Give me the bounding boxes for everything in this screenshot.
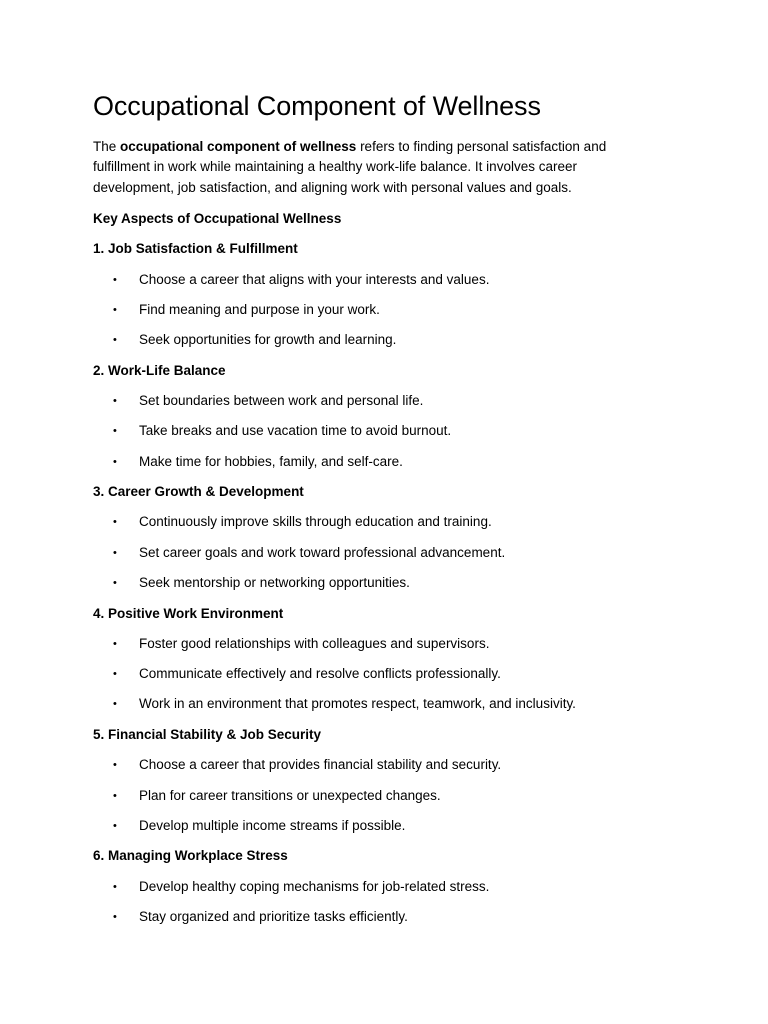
bullet-icon: • bbox=[113, 577, 117, 589]
section-heading: 6. Managing Workplace Stress bbox=[93, 848, 288, 863]
list-item-text: Stay organized and prioritize tasks efficiently. bbox=[139, 909, 408, 924]
key-aspects-heading: Key Aspects of Occupational Wellness bbox=[93, 211, 342, 226]
list-item bbox=[113, 271, 489, 289]
bullet-icon: • bbox=[113, 820, 117, 832]
list-item-text: Develop healthy coping mechanisms for job-related stress. bbox=[139, 879, 490, 894]
list-item bbox=[113, 392, 423, 410]
list-item bbox=[113, 908, 408, 926]
intro-rest: refers to finding personal satisfaction and fulfillment in work while maintaining a healthy work-life balance. It involves career development, job satisfaction, and aligning work with personal values and goals. bbox=[93, 139, 607, 195]
list-item bbox=[113, 635, 489, 653]
bullet-icon: • bbox=[113, 759, 117, 771]
bullet-icon: • bbox=[113, 547, 117, 559]
bullet-icon: • bbox=[113, 334, 117, 346]
list-item bbox=[113, 422, 451, 440]
bullet-icon: • bbox=[113, 881, 117, 893]
bullet-icon: • bbox=[113, 395, 117, 407]
list-item bbox=[113, 787, 441, 805]
section-heading: 5. Financial Stability & Job Security bbox=[93, 727, 322, 742]
list-item-text: Make time for hobbies, family, and self-care. bbox=[139, 454, 403, 469]
list-item-text: Take breaks and use vacation time to avoid burnout. bbox=[139, 423, 452, 438]
bullet-icon: • bbox=[113, 668, 117, 680]
section-heading: 3. Career Growth & Development bbox=[93, 484, 304, 499]
intro-prefix: The bbox=[93, 139, 121, 154]
list-item-text: Choose a career that provides financial stability and security. bbox=[139, 757, 502, 772]
list-item-text: Communicate effectively and resolve conflicts professionally. bbox=[139, 666, 501, 681]
list-item-text: Foster good relationships with colleagues and supervisors. bbox=[139, 636, 490, 651]
list-item-text: Set boundaries between work and personal life. bbox=[139, 393, 424, 408]
list-item-text: Set career goals and work toward professional advancement. bbox=[139, 545, 506, 560]
bullet-icon: • bbox=[113, 638, 117, 650]
list-item bbox=[113, 301, 380, 319]
intro-bold-term: occupational component of wellness bbox=[120, 139, 357, 154]
bullet-icon: • bbox=[113, 516, 117, 528]
bullet-icon: • bbox=[113, 698, 117, 710]
bullet-icon: • bbox=[113, 911, 117, 923]
list-item-text: Plan for career transitions or unexpected changes. bbox=[139, 788, 441, 803]
bullet-icon: • bbox=[113, 274, 117, 286]
list-item bbox=[113, 574, 410, 592]
list-item-text: Continuously improve skills through education and training. bbox=[139, 514, 492, 529]
bullet-icon: • bbox=[113, 790, 117, 802]
list-item bbox=[113, 817, 405, 835]
list-item bbox=[113, 331, 396, 349]
list-item-text: Choose a career that aligns with your interests and values. bbox=[139, 272, 490, 287]
list-item-text: Work in an environment that promotes respect, teamwork, and inclusivity. bbox=[139, 696, 576, 711]
bullet-icon: • bbox=[113, 304, 117, 316]
list-item-text: Find meaning and purpose in your work. bbox=[139, 302, 380, 317]
list-item-text: Seek opportunities for growth and learning. bbox=[139, 332, 397, 347]
bullet-icon: • bbox=[113, 425, 117, 437]
intro-paragraph bbox=[93, 137, 633, 198]
section-heading: 2. Work-Life Balance bbox=[93, 363, 226, 378]
list-item bbox=[113, 695, 576, 713]
document-title: Occupational Component of Wellness bbox=[93, 91, 541, 121]
list-item-text: Develop multiple income streams if possible. bbox=[139, 818, 406, 833]
section-heading: 4. Positive Work Environment bbox=[93, 606, 284, 621]
list-item bbox=[113, 665, 501, 683]
list-item-text: Seek mentorship or networking opportunities. bbox=[139, 575, 410, 590]
section-heading: 1. Job Satisfaction & Fulfillment bbox=[93, 241, 298, 256]
list-item bbox=[113, 544, 505, 562]
bullet-icon: • bbox=[113, 456, 117, 468]
list-item bbox=[113, 756, 501, 774]
list-item bbox=[113, 453, 403, 471]
list-item bbox=[113, 878, 489, 896]
list-item bbox=[113, 513, 492, 531]
